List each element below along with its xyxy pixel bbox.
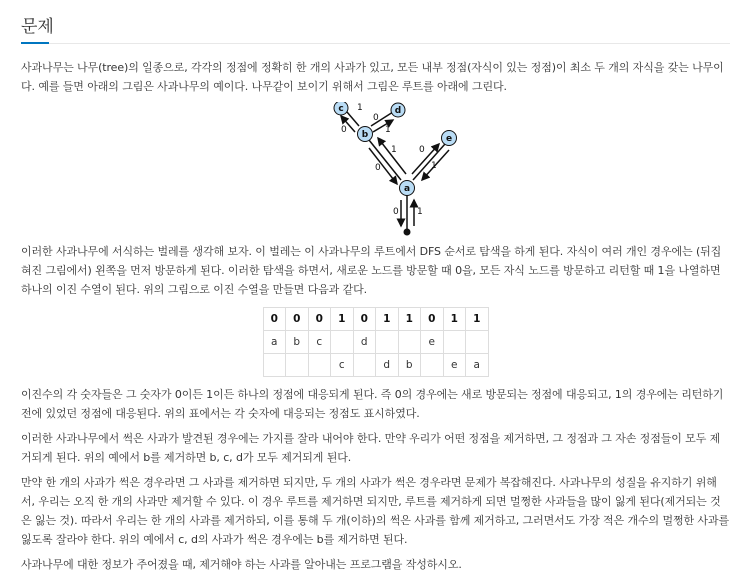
node-cell [376,331,399,354]
sequence-table [263,307,489,377]
bit-cell: 0 [353,308,376,331]
bit-cell: 0 [263,308,286,331]
node-a-label: a [403,184,411,194]
node-cell [398,331,421,354]
node-cell: e [443,354,466,377]
node-cell [263,354,286,377]
node-cell: e [421,331,444,354]
node-cell: d [376,354,399,377]
paragraph-dfs: 이러한 사과나무에 서식하는 벌레를 생각해 보자. 이 벌레는 이 사과나무의 루트에서 DFS 순서로 탐색을 하게 된다. 자식이 여러 개인 경우에는 (뒤집혀진 그림에서) 왼쪽을 먼저 방문하게 된다. 이러한 탐색을 하면서, 새로운 노드를 방문할 때 0을, 모든 자식 노드를 방문하고 리턴할 때 1을 나열하면 하나의 이진 수열이 된다. 위의 그림으로 이진 수열을 만들면 다음과 같다. [21,245,722,296]
node-cell: c [308,331,331,354]
node-cell [286,354,309,377]
paragraph-pruning: 이러한 사과나무에서 썩은 사과가 발견된 경우에는 가지를 잘라 내어야 한다. 만약 우리가 어떤 정점을 제거하면, 그 정점과 그 자손 정점들이 모두 제거되게 된다. 위의 예에서 b를 제거하면 b, c, d가 모두 제거되게 된다. [21,432,721,464]
label-ab-down: 0 [375,163,381,173]
node-cell [308,354,331,377]
node-cell [466,331,489,354]
label-root-up: 1 [417,207,423,217]
node-e-label: e [445,134,453,144]
zero-node-row [263,331,488,354]
label-root-down: 0 [393,207,399,217]
node-c-label: c [338,104,344,114]
paragraph-task: 사과나무에 대한 정보가 주어졌을 때, 제거해야 하는 사과를 알아내는 프로그램을 작성하시오. [21,558,462,571]
label-ae-down: 0 [419,145,425,155]
bit-cell: 1 [331,308,354,331]
bit-cell: 0 [308,308,331,331]
bits-row [263,308,488,331]
node-cell [443,331,466,354]
label-bc-up: 1 [357,103,363,113]
bit-cell: 1 [466,308,489,331]
node-cell: a [263,331,286,354]
bit-cell: 1 [398,308,421,331]
node-cell [331,331,354,354]
node-cell: b [398,354,421,377]
node-cell [421,354,444,377]
bit-cell: 0 [286,308,309,331]
paragraph-mapping: 이진수의 각 숫자들은 그 숫자가 0이든 1이든 하나의 정점에 대응되게 된다. 즉 0의 경우에는 새로 방문되는 정점에 대응되고, 1의 경우에는 리턴하기 전에 있었던 정점에 대응된다. 위의 표에서는 각 숫자에 대응되는 정점도 표시하였다. [21,388,724,420]
apple-tree-figure [21,102,730,242]
paragraph-intro: 사과나무는 나무(tree)의 일종으로, 각각의 정점에 정확히 한 개의 사과가 있고, 모든 내부 정점(자식이 있는 정점)이 최소 두 개의 자식을 갖는 나무이다. 예를 들면 아래의 그림은 사과나무의 예이다. 나무같이 보이기 위해서 그림은 루트를 아래에 그린다. [21,61,724,93]
bit-cell: 1 [376,308,399,331]
bit-cell: 0 [421,308,444,331]
node-d-label: d [394,106,402,116]
node-cell: d [353,331,376,354]
label-bc-down: 0 [341,125,347,135]
paragraph-two-rotten: 만약 한 개의 사과가 썩은 경우라면 그 사과를 제거하면 되지만, 두 개의 사과가 썩은 경우라면 문제가 복잡해진다. 사과나무의 성질을 유지하기 위해서, 우리는 오직 한 개의 사과만 제거할 수 있다. 이 경우 루트를 제거하면 되지만, 루트를 제거하게 되면 멀쩡한 사과들을 많이 잃게 된다(제거되는 것은 잃는 것). 따라서 우리는 한 개의 사과를 제거하되, 이를 통해 두 개(이하)의 썩은 사과를 함께 제거하고, 그러면서도 가장 적은 개수의 멀쩡한 사과를 잃도록 잘라야 한다. 위의 예에서 c, d의 사과가 썩은 경우에는 b를 제거하면 된다. [21,476,729,546]
section-title: 문제 [21,17,54,37]
node-cell [353,354,376,377]
node-cell: c [331,354,354,377]
root-dot [404,229,411,236]
node-cell: a [466,354,489,377]
node-cell: b [286,331,309,354]
label-ab-up: 1 [391,145,397,155]
edge-a-e [413,144,445,180]
label-bd-up: 1 [385,125,391,135]
label-ae-up: 1 [431,161,437,171]
node-b-label: b [361,130,369,140]
one-node-row [263,354,488,377]
bit-cell: 1 [443,308,466,331]
title-divider [21,43,730,44]
label-bd-down: 0 [373,113,379,123]
